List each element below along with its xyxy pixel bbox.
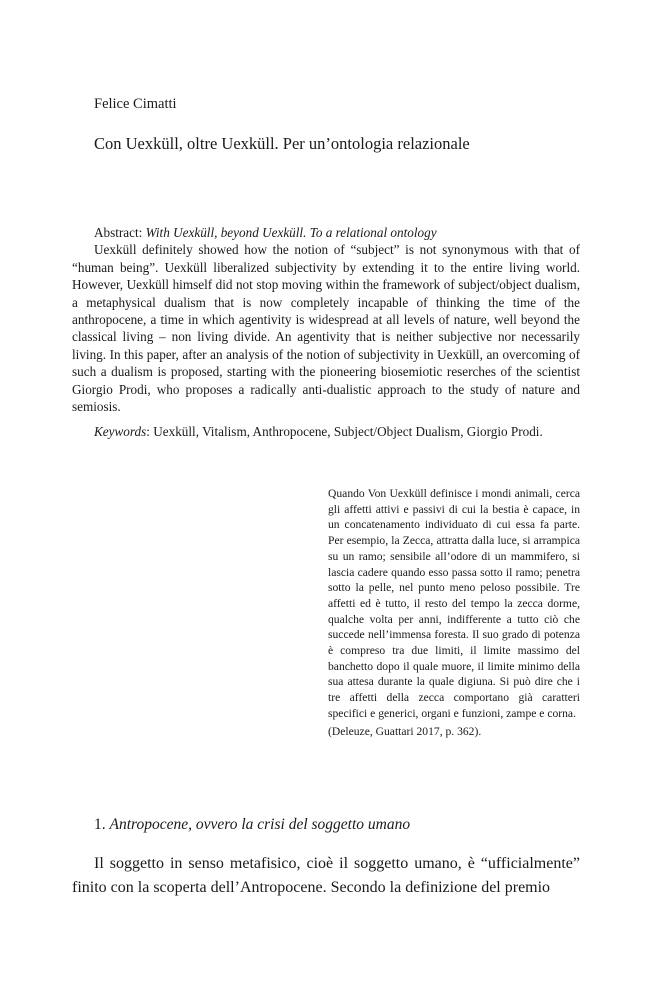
abstract-label: Abstract: [94,225,146,240]
abstract-english-title: With Uexküll, beyond Uexküll. To a relational ontology [145,225,437,240]
keywords-label: Keywords [94,424,147,440]
keywords-line [72,423,580,440]
abstract-heading [72,224,580,241]
section-heading [94,816,410,834]
keywords-list: : Uexküll, Vitalism, Anthropocene, Subject/Object Dualism, Giorgio Prodi. [146,424,543,440]
article-title: Con Uexküll, oltre Uexküll. Per un’ontologia relazionale [94,134,470,153]
abstract-text: Uexküll definitely showed how the notion of “subject” is not synonymous with that of “human being”. Uexküll liberalized subjectivity by extending it to the entire living world. However, Uexküll himself did not stop moving within the framework of subject/object dualism, a metaphysical dualism that is now completely incapable of thinking the time of the anthropocene, a time in which agentivity is widespread at all levels of nature, well beyond the classical living – non living divide. An agentivity that is neither subjective nor necessarily living. In this paper, after an analysis of the notion of subjectivity in Uexküll, an overcoming of such a dualism is proposed, starting with the pioneering biosemiotic reserches of the scientist Giorgio Prodi, who proposes a radically anti-dualistic approach to the study of nature and semiosis. [72,242,580,415]
epigraph-text: Quando Von Uexküll definisce i mondi animali, cerca gli affetti attivi e passivi di cui la bestia è capace, in un concatenamento individuato di cui essa fa parte. Per esempio, la Zecca, attratta dalla luce, si arrampica su un ramo; sensibile all’odore di un mammifero, si lascia cadere quando esso passa sotto il ramo; penetra sotto la pelle, nel punto meno peloso possibile. Tre affetti ed è tutto, il resto del tempo la zecca dorme, qualche volta per anni, indifferente a tutto ciò che succede nell’immensa foresta. Il suo grado di potenza è compreso tra due limiti, il limite massimo del banchetto dopo il quale muore, il limite minimo della sua attesa durante la quale digiuna. Si può dire che i tre affetti della zecca comportano già caratteri specifici e generici, organi e funzioni, zampe e corna. [328,487,580,720]
section-title: Antropocene, ovvero la crisi del soggetto umano [109,816,411,833]
section-number: 1. [94,816,110,833]
abstract-block [72,224,580,441]
author-name: Felice Cimatti [94,96,177,112]
epigraph-citation: (Deleuze, Guattari 2017, p. 362). [328,724,482,738]
epigraph [328,486,580,739]
body-paragraph: Il soggetto in senso metafisico, cioè il soggetto umano, è “ufficialmente” finito con la scoperta dell’Antropocene. Secondo la definizione del premio [72,855,580,896]
